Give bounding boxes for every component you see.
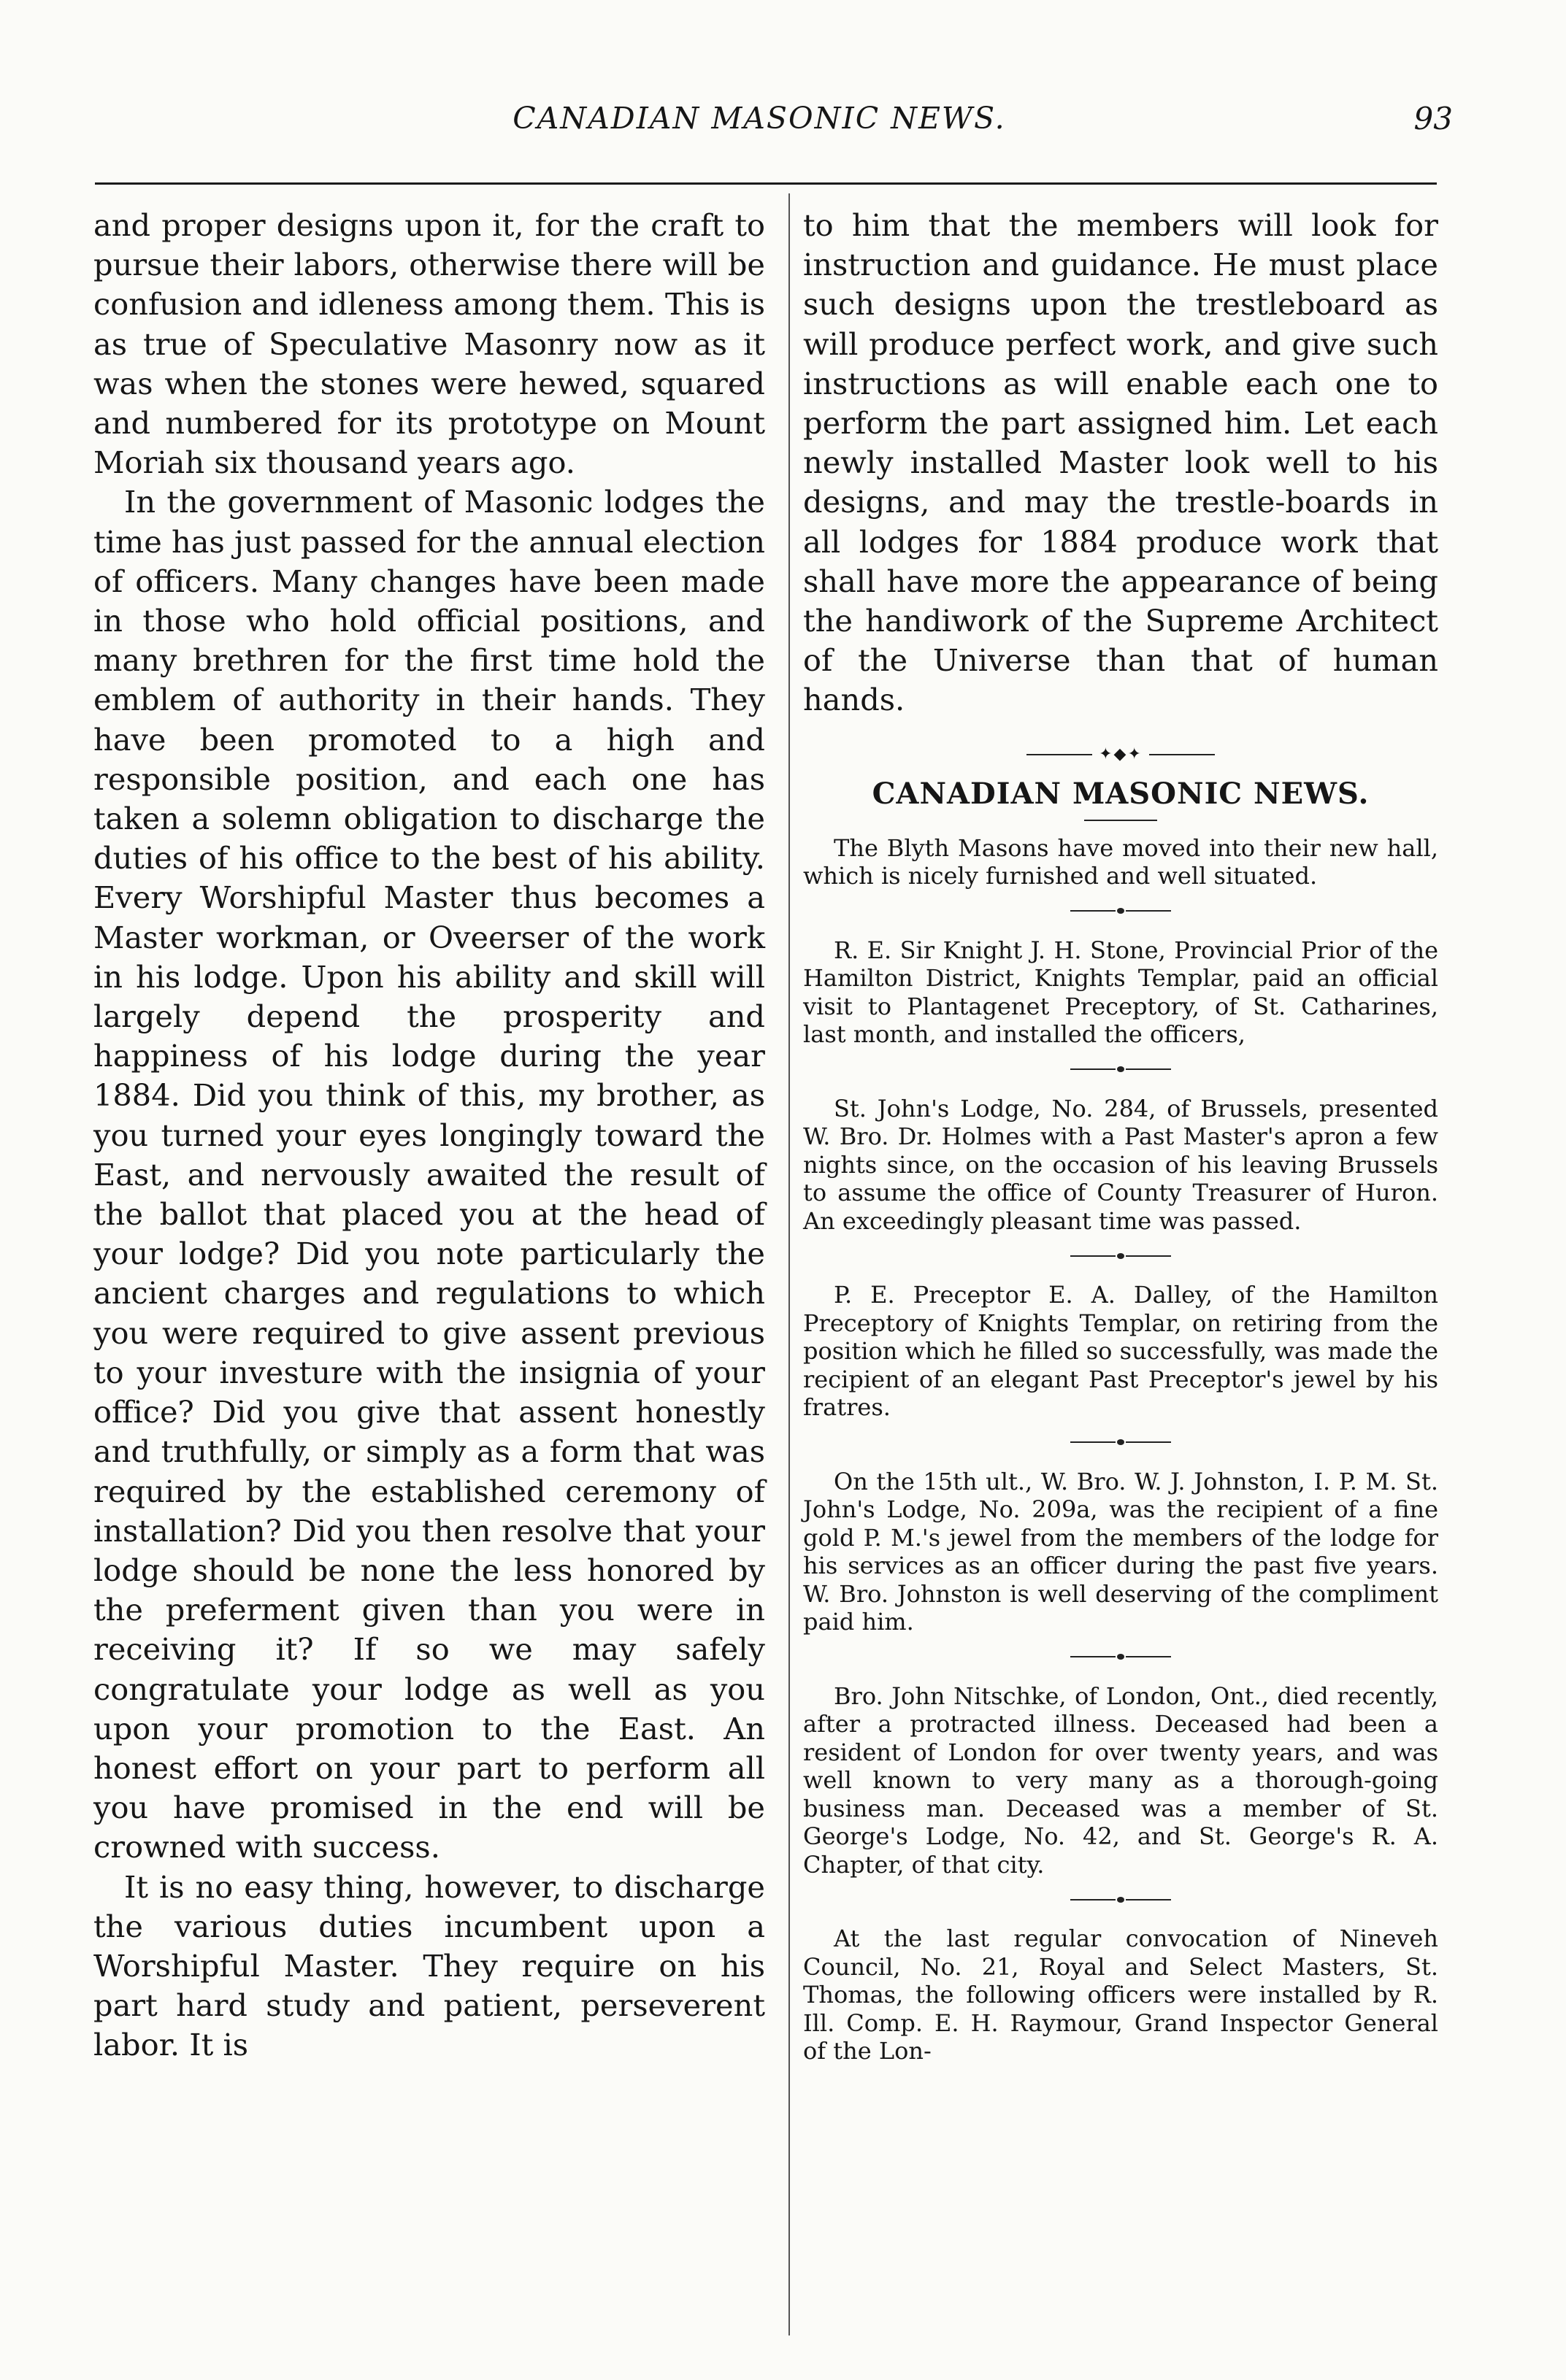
section-heading: CANADIAN MASONIC NEWS. [872, 776, 1370, 811]
page-number: 93 [1413, 101, 1453, 136]
heading-rule [1084, 820, 1157, 821]
article-paragraph: In the government of Masonic lodges the time has just passed for the annual election of officers. Many changes have been made in those who hold official positions, and many brethren for the first time hold the emblem of authority in their hands. They have been promoted to a high and responsible position, and each one has taken a solemn obligation to discharge the duties of his office to the best of his ability. Every Worshipful Master thus becomes a Master workman, or Oveerser of the work in his lodge. Upon his ability and skill will largely depend the prosperity and happiness of his lodge during the year 1884. Did you think of this, my brother, as you turned your eyes longingly toward the East, and nervously awaited the result of the ballot that placed you at the head of your lodge? Did you note particularly the ancient charges and regulations to which you were required to give assent previous to your investure with the insignia of your office? Did you give that assent honestly and truthfully, or simply as a form that was required by the established ceremony of installation? Did you then resolve that your lodge should be none the less honored by the preferment given than you were in receiving it? If so we may safely congratulate your lodge as well as you upon your promotion to the East. An honest effort on your part to perform all you have promised in the end will be crowned with success. [93, 484, 765, 1865]
news-item: Bro. John Nitschke, of London, Ont., died recently, after a protracted illness. Deceased had been a resident of London for over twenty years, and was well known to very many as a thorough-going business man. Deceased was a member of St. George's Lodge, No. 42, and St. George's R. A. Chapter, of that city. [803, 1682, 1438, 1879]
column-divider [788, 193, 790, 2335]
page-header [66, 96, 1453, 147]
news-item: P. E. Preceptor E. A. Dalley, of the Hamilton Preceptory of Knights Templar, on retiring from the position which he filled so successfully, was made the recipient of an elegant Past Preceptor's jewel by his fratres. [803, 1281, 1438, 1422]
item-separator [803, 1062, 1438, 1076]
news-item: St. John's Lodge, No. 284, of Brussels, presented W. Bro. Dr. Holmes with a Past Master's apron a few nights since, on the occasion of his leaving Brussels to assume the office of County Treasurer of Huron. An exceedingly pleasant time was passed. [803, 1094, 1438, 1235]
right-column [803, 206, 1438, 2065]
ornament-divider: ✦◆✦ [803, 745, 1438, 763]
article-paragraph: It is no easy thing, however, to discharge the various duties incumbent upon a Worshipful Master. They require on his part hard study and patient, perseverent labor. It is [93, 1868, 765, 2063]
article-paragraph: and proper designs upon it, for the craft to pursue their labors, otherwise there will be confusion and idleness among them. This is as true of Speculative Masonry now as it was when the stones were hewed, squared and numbered for its prototype on Mount Moriah six thousand years ago. [93, 207, 765, 481]
item-separator [803, 1248, 1438, 1262]
running-head: CANADIAN MASONIC NEWS. [513, 101, 1006, 136]
article-continuation: to him that the members will look for instruction and guidance. He must place such designs upon the trestleboard as will produce perfect work, and give such instructions as will enable each one to perform the part assigned him. Let each newly installed Master look well to his designs, and may the trestle-boards in all lodges for 1884 produce work that shall have more the appearance of being the handiwork of the Supreme Architect of the Universe than that of human hands. [803, 207, 1438, 718]
item-separator [803, 904, 1438, 917]
header-rule [95, 182, 1437, 185]
news-item: The Blyth Masons have moved into their new hall, which is nicely furnished and well situated. [803, 833, 1438, 890]
item-separator [803, 1892, 1438, 1906]
news-item: On the 15th ult., W. Bro. W. J. Johnston, I. P. M. St. John's Lodge, No. 209a, was the recipient of a fine gold P. M.'s jewel from the members of the lodge for his services as an officer during the past five years. W. Bro. Johnston is well deserving of the compliment paid him. [803, 1467, 1438, 1636]
left-column [93, 206, 765, 2065]
news-item: At the last regular convocation of Nineveh Council, No. 21, Royal and Select Masters, St. Thomas, the following officers were installed by R. Ill. Comp. E. H. Raymour, Grand Inspector General of the Lon- [803, 1925, 1438, 2065]
item-separator [803, 1649, 1438, 1663]
news-item: R. E. Sir Knight J. H. Stone, Provincial Prior of the Hamilton District, Knights Templar, paid an official visit to Plantagenet Preceptory, of St. Catharines, last month, and installed the officers, [803, 936, 1438, 1049]
item-separator [803, 1435, 1438, 1449]
